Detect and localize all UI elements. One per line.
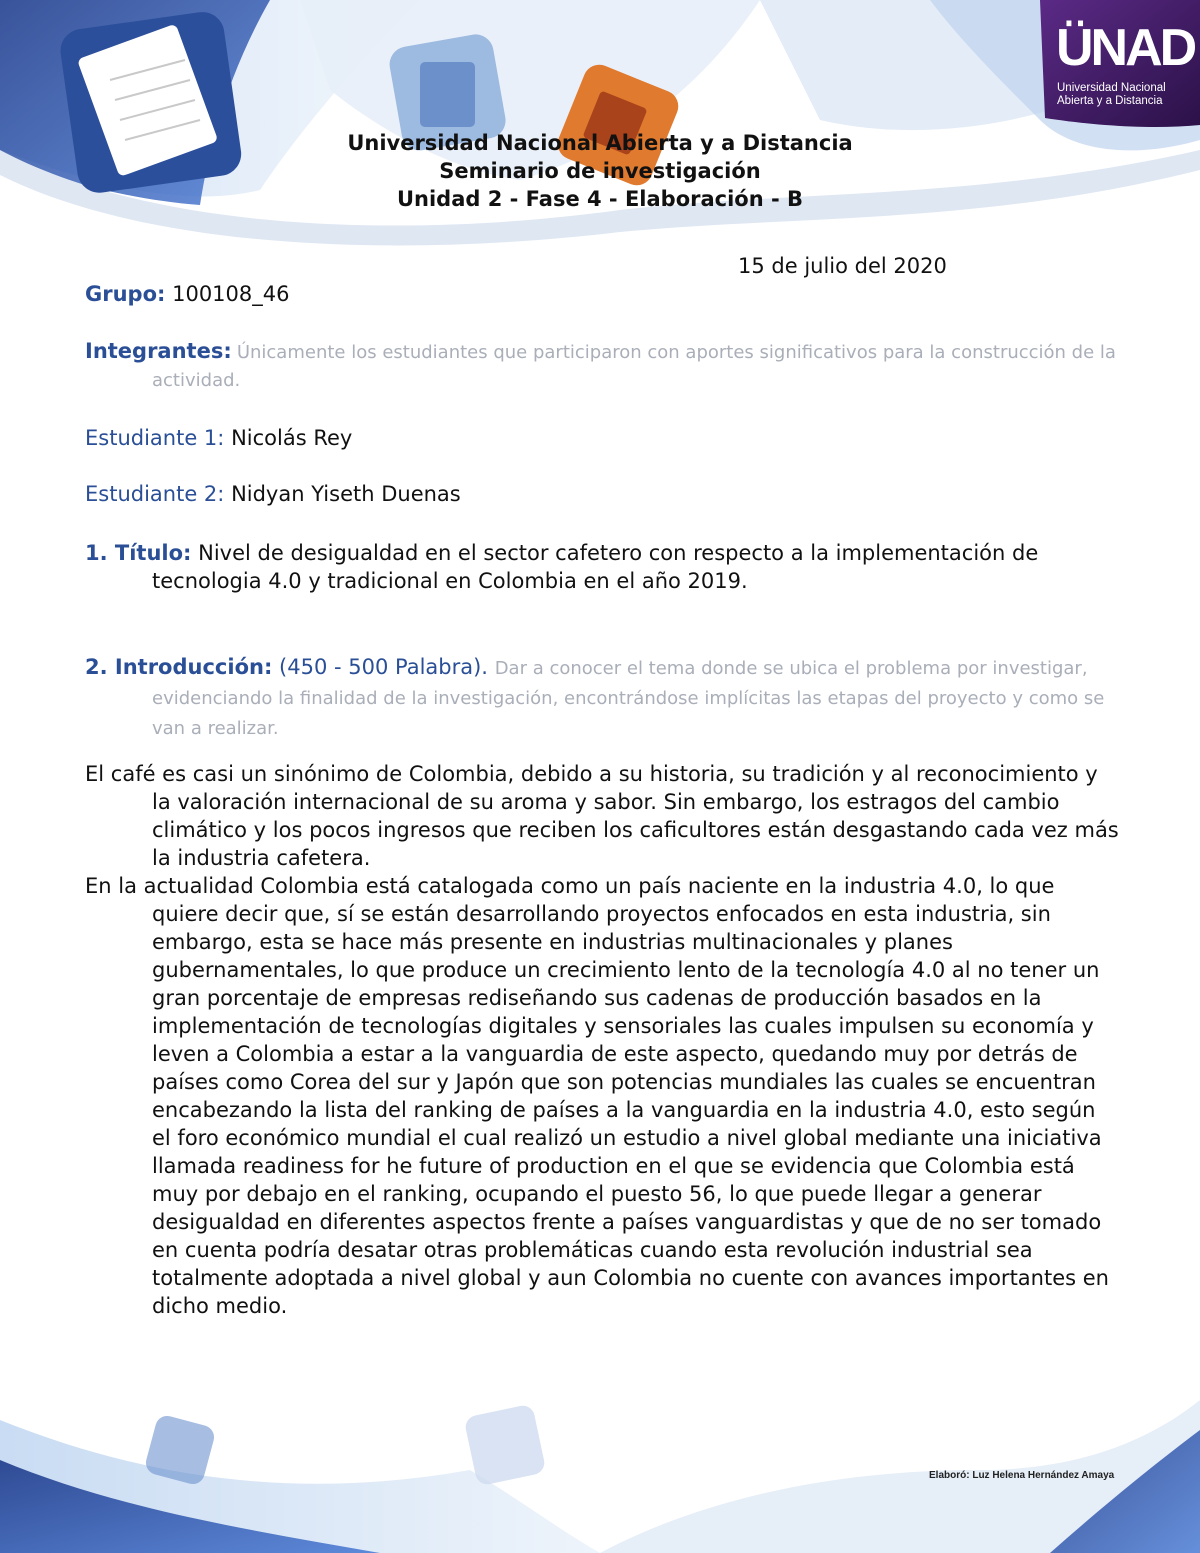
members-hint: Únicamente los estudiantes que participaron con aportes significativos para la construcción de la actividad. <box>152 342 1116 391</box>
student-1-label: Estudiante 1: <box>85 426 225 450</box>
student-1-name: Nicolás Rey <box>231 426 353 450</box>
intro-label: 2. Introducción: <box>85 655 273 679</box>
title-section-text: Nivel de desigualdad en el sector cafetero con respecto a la implementación de tecnologia 4.0 y tradicional en Colombia en el año 2019. <box>152 541 1039 593</box>
student-2-name: Nidyan Yiseth Duenas <box>231 482 461 506</box>
document-date: 15 de julio del 2020 <box>738 254 947 278</box>
title-university: Universidad Nacional Abierta y a Distancia <box>347 131 853 155</box>
title-section <box>85 539 1120 595</box>
group-line <box>85 280 289 308</box>
logo-wordmark: ÜNAD <box>1056 19 1195 77</box>
footer-credit: Elaboró: Luz Helena Hernández Amaya <box>929 1470 1115 1481</box>
group-value: 100108_46 <box>172 282 290 306</box>
logo-subtitle <box>1057 82 1166 108</box>
intro-hint: Dar a conocer el tema donde se ubica el problema por investigar, evidenciando la finalidad de la investigación, encontrándose implícitas las etapas del proyecto y como se van a realizar. <box>152 658 1105 739</box>
title-unit: Unidad 2 - Fase 4 - Elaboración - B <box>396 187 804 211</box>
title-course: Seminario de investigación <box>439 159 761 183</box>
title-section-label: 1. Título: <box>85 541 192 565</box>
student-1 <box>85 424 352 452</box>
group-label: Grupo: <box>85 282 166 306</box>
document-title <box>0 129 1200 213</box>
body-paragraph-1: El café es casi un sinónimo de Colombia, debido a su historia, su tradición y al reconocimiento y la valoración internacional de su aroma y sabor. Sin embargo, los estragos del cambio climático y los pocos ingresos que reciben los caficultores están desgastando cada vez más la industria cafetera. <box>85 762 1119 870</box>
members-label: Integrantes: <box>85 339 232 363</box>
body-paragraph-2: En la actualidad Colombia está catalogada como un país naciente en la industria 4.0, lo que quiere decir que, sí se están desarrollando proyectos enfocados en esta industria, sin embargo, esta se hace más presente en industrias multinacionales y planes gubernamentales, lo que produce un crecimiento lento de la tecnología 4.0 al no tener un gran porcentaje de empresas rediseñando sus cadenas de producción basados en la implementación de tecnologías digitales y sensoriales las cuales impulsen su economía y leven a Colombia a estar a la vanguardia de este aspecto, quedando muy por detrás de países como Corea del sur y Japón que son potencias mundiales las cuales se encuentran encabezando la lista del ranking de países a la vanguardia en la industria 4.0, esto según el foro económico mundial el cual realizó un estudio a nivel global mediante una iniciativa llamada readiness for he future of production en el que se evidencia que Colombia está muy por debajo en el ranking, ocupando el puesto 56, lo que puede llegar a generar desigualdad en diferentes aspectos frente a países vanguardistas y que de no ser tomado en cuenta podría desatar otras problemáticas cuando esta revolución industrial sea totalmente adoptada a nivel global y aun Colombia no cuente con avances importantes en dicho medio. <box>85 874 1109 1318</box>
student-2-label: Estudiante 2: <box>85 482 225 506</box>
intro-words: (450 - 500 Palabra). <box>279 655 488 679</box>
logo-line-2: Abierta y a Distancia <box>1057 95 1163 107</box>
logo-line-1: Universidad Nacional <box>1057 82 1166 94</box>
intro-body <box>85 760 1120 1320</box>
members-block <box>85 339 1120 395</box>
intro-section <box>85 653 1120 743</box>
student-2 <box>85 480 461 508</box>
